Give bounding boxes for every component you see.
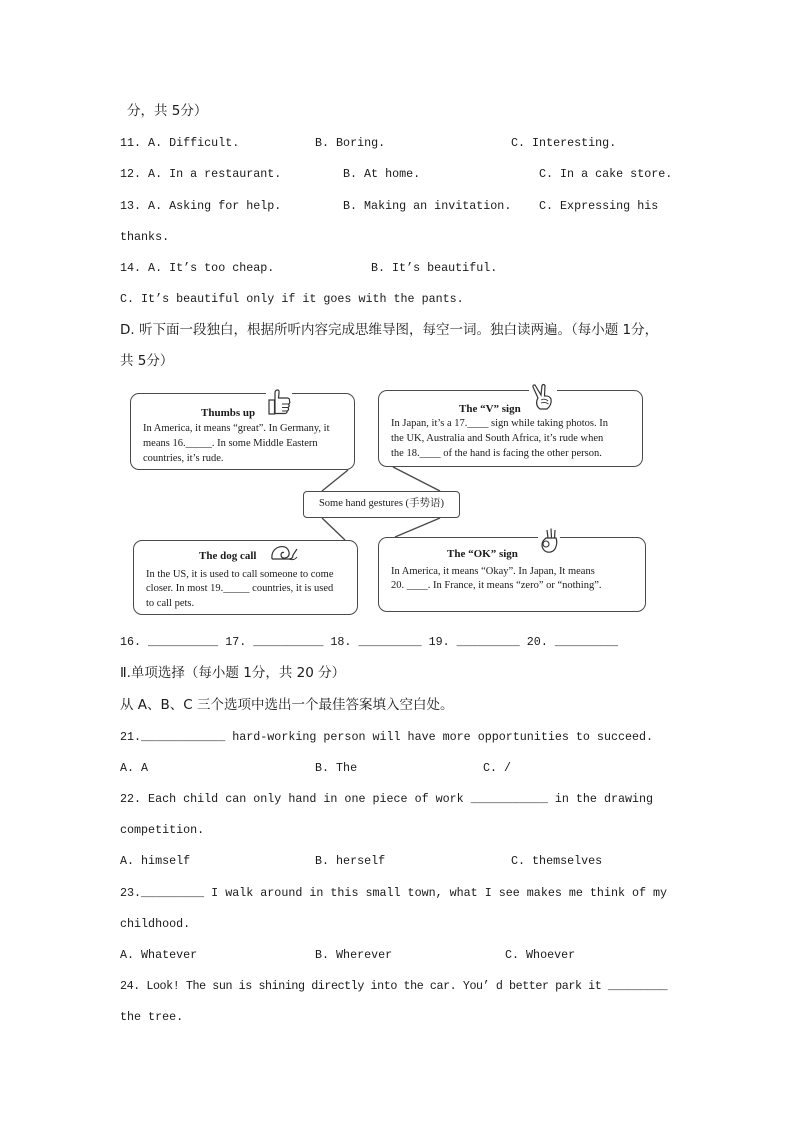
- v-sign-line-2: the UK, Australia and South Africa, it’s rude when: [391, 433, 604, 444]
- thumbs-up-title: Thumbs up: [201, 407, 256, 419]
- dog-call-line-1: In the US, it is used to call someone to come: [146, 569, 334, 580]
- thumbs-up-hand-icon: [266, 388, 292, 416]
- q24-stem: 24. Look! The sun is shining directly into the car. You’ d better park it _________: [120, 979, 668, 993]
- mind-map-center: Some hand gestures (手势语): [303, 491, 460, 518]
- q11-option-b: B. Boring.: [315, 136, 386, 150]
- q24-stem-continued: the tree.: [120, 1010, 184, 1024]
- dog-call-hand-icon: [269, 543, 299, 565]
- q23-option-a: A. Whatever: [120, 948, 198, 962]
- thumbs-up-line-2: means 16._____. In some Middle Eastern: [143, 438, 318, 449]
- section-ii-instruction: 从 A、B、C 三个选项中选出一个最佳答案填入空白处。: [120, 697, 454, 713]
- q14-option-a: 14. A. It’s too cheap.: [120, 261, 275, 275]
- q13-option-a: 13. A. Asking for help.: [120, 199, 282, 213]
- v-sign-line-3: the 18.____ of the hand is facing the other person.: [391, 448, 602, 459]
- mind-map-thumbs-up-box: [130, 393, 355, 470]
- q13-option-c-continued: thanks.: [120, 230, 170, 244]
- q13-option-c: C. Expressing his: [539, 199, 659, 213]
- section-ii-heading: Ⅱ.单项选择（每小题 1分，共 20 分）: [120, 665, 346, 681]
- thumbs-up-line-3: countries, it’s rude.: [143, 453, 224, 464]
- q12-option-b: B. At home.: [343, 167, 421, 181]
- ok-sign-title: The “OK” sign: [447, 548, 518, 560]
- v-sign-hand-icon: [529, 383, 557, 411]
- thumbs-up-line-1: In America, it means “great”. In Germany, it: [143, 423, 330, 434]
- q21-option-c: C. /: [483, 761, 512, 775]
- q21-option-b: B. The: [315, 761, 358, 775]
- q22-stem-continued: competition.: [120, 823, 205, 837]
- q23-stem-continued: childhood.: [120, 917, 191, 931]
- part-d-instruction-continued: 共 5分）: [120, 353, 174, 369]
- q11-option-c: C. Interesting.: [511, 136, 617, 150]
- dog-call-line-2: closer. In most 19._____ countries, it is used: [146, 583, 334, 594]
- q22-option-b: B. herself: [315, 854, 386, 868]
- q21-stem: 21.____________ hard-working person will have more opportunities to succeed.: [120, 730, 654, 744]
- ok-sign-hand-icon: [538, 527, 560, 555]
- q11-option-a: 11. A. Difficult.: [120, 136, 240, 150]
- answer-blanks-16-20: 16. __________ 17. __________ 18. _________ 19. _________ 20. _________: [120, 635, 618, 649]
- q23-stem: 23._________ I walk around in this small town, what I see makes me think of my: [120, 886, 668, 900]
- q13-option-b: B. Making an invitation.: [343, 199, 512, 213]
- q14-option-b: B. It’s beautiful.: [371, 261, 498, 275]
- q23-option-b: B. Wherever: [315, 948, 393, 962]
- instruction-tail: 分，共 5分）: [127, 103, 208, 119]
- q22-option-c: C. themselves: [511, 854, 603, 868]
- q23-option-c: C. Whoever: [505, 948, 576, 962]
- q12-option-c: C. In a cake store.: [539, 167, 673, 181]
- ok-sign-line-1: In America, it means “Okay”. In Japan, It means: [391, 566, 595, 577]
- q22-option-a: A. himself: [120, 854, 191, 868]
- q21-option-a: A. A: [120, 761, 149, 775]
- q12-option-a: 12. A. In a restaurant.: [120, 167, 282, 181]
- v-sign-title: The “V” sign: [459, 403, 521, 415]
- ok-sign-line-2: 20. ____. In France, it means “zero” or “nothing”.: [391, 580, 602, 591]
- mind-map-dog-call-box: [133, 540, 358, 615]
- v-sign-line-1: In Japan, it’s a 17.____ sign while taking photos. In: [391, 418, 608, 429]
- mind-map-v-sign-box: [378, 390, 643, 467]
- mind-map-ok-sign-box: [378, 537, 646, 612]
- dog-call-title: The dog call: [199, 550, 257, 562]
- dog-call-line-3: to call pets.: [146, 598, 195, 609]
- part-d-instruction: D. 听下面一段独白，根据所听内容完成思维导图，每空一词。独白读两遍。（每小题 1分，: [120, 322, 659, 338]
- q14-option-c: C. It’s beautiful only if it goes with the pants.: [120, 292, 464, 306]
- q22-stem: 22. Each child can only hand in one piece of work ___________ in the drawing: [120, 792, 654, 806]
